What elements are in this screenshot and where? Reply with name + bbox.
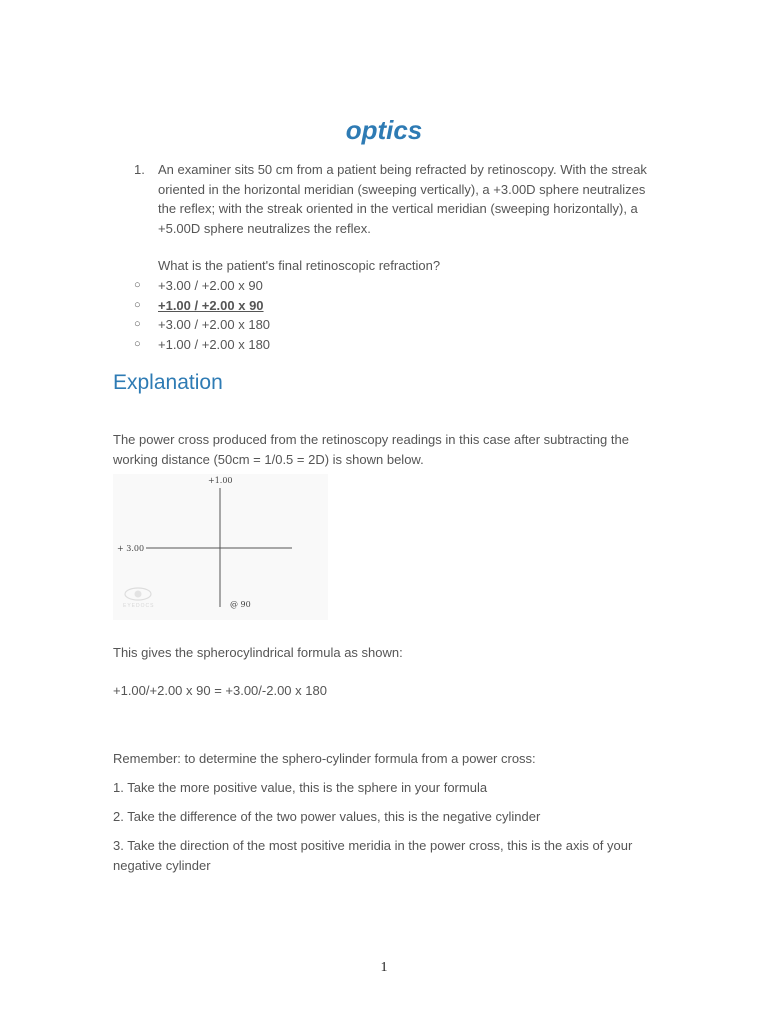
answer-option-label: +1.00 / +2.00 x 180 (158, 336, 271, 352)
answer-options (134, 276, 270, 354)
step-3: 3. Take the direction of the most positive meridia in the power cross, this is the axis of your negative cylinder (113, 838, 633, 873)
formula-intro: This gives the spherocylindrical formula as shown: (113, 645, 403, 660)
answer-option-label: +3.00 / +2.00 x 90 (158, 278, 263, 293)
page-title: optics (345, 115, 423, 145)
step-2: 2. Take the difference of the two power values, this is the negative cylinder (113, 809, 541, 824)
bullet-icon: ○ (134, 298, 141, 311)
question-prompt: What is the patient's final retinoscopic refraction? (158, 258, 441, 273)
watermark-text: EYEDOCS (123, 603, 155, 609)
formula: +1.00/+2.00 x 90 = +3.00/-2.00 x 180 (113, 683, 327, 698)
axis-label: @ 90 (230, 600, 251, 609)
bullet-icon: ○ (134, 318, 141, 330)
bullet-icon: ○ (134, 337, 141, 350)
answer-option-label: +3.00 / +2.00 x 180 (158, 317, 271, 332)
step-1: 1. Take the more positive value, this is the sphere in your formula (113, 780, 488, 795)
remember-text: Remember: to determine the sphero-cylinder formula from a power cross: (113, 751, 536, 766)
answer-option (134, 335, 270, 355)
page-number: 1 (380, 960, 388, 975)
answer-option-label: +1.00 / +2.00 x 90 (158, 297, 264, 313)
answer-option (134, 276, 270, 296)
left-power-label: + 3.00 (117, 544, 145, 553)
power-cross-diagram (113, 474, 328, 620)
question-text: An examiner sits 50 cm from a patient being refracted by retinoscopy. With the streak oriented in the horizontal meridian (sweeping vertically), a +3.00D sphere neutralizes the reflex; with the streak oriented in the vertical meridian (sweeping horizontally), a +5.00D sphere neutralizes the reflex. (158, 162, 647, 236)
explanation-intro: The power cross produced from the retinoscopy readings in this case after subtracting the working distance (50cm = 1/0.5 = 2D) is shown below. (113, 432, 629, 467)
power-cross-figure (113, 474, 328, 620)
answer-option-correct (134, 296, 270, 316)
question-number: 1. (134, 162, 145, 177)
answer-option (134, 315, 270, 335)
top-power-label: +1.00 (208, 476, 233, 485)
bullet-icon: ○ (134, 279, 141, 291)
eye-icon (125, 588, 151, 600)
explanation-heading: Explanation (113, 371, 223, 394)
